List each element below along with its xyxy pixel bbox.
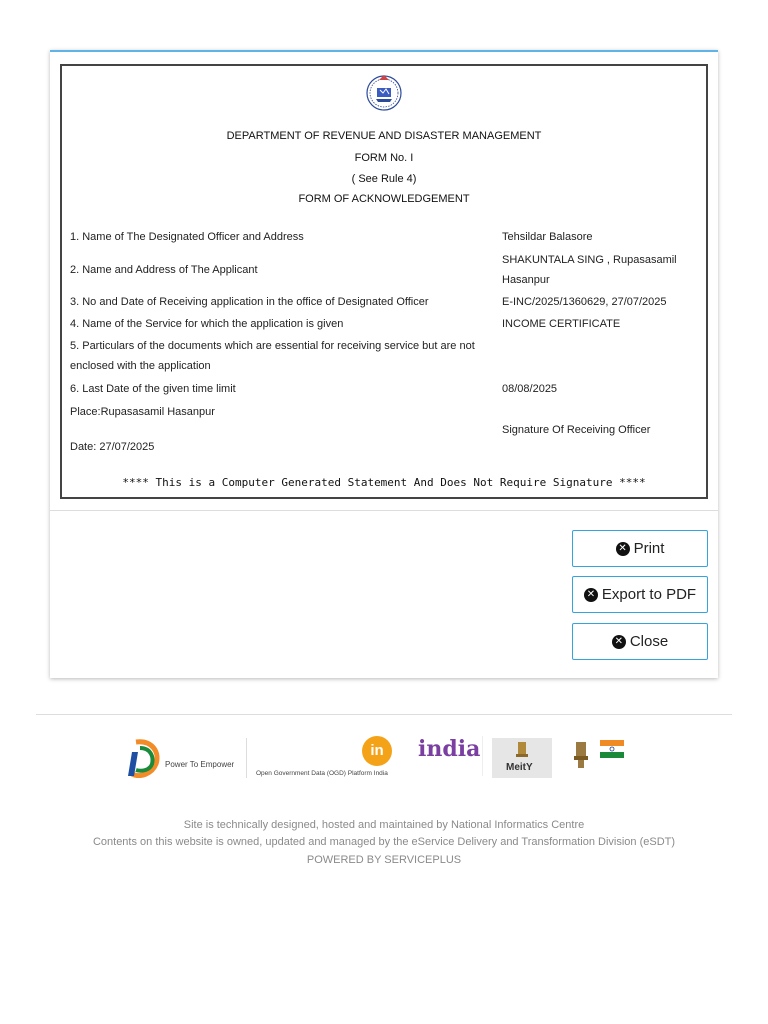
ogd-text: Open Government Data (OGD) Platform India — [256, 770, 388, 777]
see-rule: ( See Rule 4) — [351, 173, 417, 185]
ogd-logo[interactable] — [256, 736, 396, 780]
row-label-documents: 5. Particulars of the documents which are essential for receiving service but are not enclosed with the application — [70, 340, 475, 372]
footer-divider — [36, 714, 732, 715]
logo-divider — [246, 738, 247, 778]
digital-india-icon — [126, 738, 162, 778]
date-text: Date: 27/07/2025 — [70, 441, 155, 453]
export-pdf-button[interactable] — [572, 576, 708, 613]
row-value-officer: Tehsildar Balasore — [502, 231, 593, 243]
meity-text: MeitY — [506, 762, 533, 773]
logo-divider — [482, 736, 483, 776]
export-label: Export to PDF — [601, 586, 697, 603]
close-circle-icon: ✕ — [616, 542, 630, 556]
national-emblem-icon — [570, 736, 628, 780]
close-circle-icon: ✕ — [584, 588, 598, 602]
partner-logos — [0, 730, 768, 790]
footer-powered-by: POWERED BY SERVICEPLUS — [306, 854, 462, 866]
ogd-in-icon: in — [362, 736, 392, 766]
form-number: FORM No. I — [354, 152, 414, 164]
print-button[interactable] — [572, 530, 708, 567]
acknowledgement-form — [60, 64, 708, 499]
department-heading: DEPARTMENT OF REVENUE AND DISASTER MANAGEMENT — [226, 130, 542, 142]
india-logo-text: india — [418, 736, 481, 762]
digital-india-logo[interactable] — [126, 738, 241, 778]
row-label-service: 4. Name of the Service for which the application is given — [70, 318, 344, 330]
row-value-last-date: 08/08/2025 — [502, 383, 558, 395]
row-value-applicant: SHAKUNTALA SING , Rupasasamil Hasanpur — [502, 254, 677, 286]
signature-text: Signature Of Receiving Officer — [502, 424, 651, 436]
close-button[interactable] — [572, 623, 708, 660]
national-emblem-flag-logo[interactable] — [570, 736, 628, 780]
row-label-application-no: 3. No and Date of Receiving application in the office of Designated Officer — [70, 296, 429, 308]
acknowledgement-card — [50, 50, 718, 678]
close-circle-icon: ✕ — [612, 635, 626, 649]
india-gov-logo[interactable] — [404, 736, 481, 776]
row-value-service: INCOME CERTIFICATE — [502, 318, 621, 330]
form-title: FORM OF ACKNOWLEDGEMENT — [298, 193, 470, 205]
footer-line-nic: Site is technically designed, hosted and maintained by National Informatics Centre — [183, 819, 585, 831]
close-label: Close — [629, 633, 669, 650]
row-label-applicant: 2. Name and Address of The Applicant — [70, 264, 258, 276]
print-label: Print — [633, 540, 665, 557]
row-label-officer: 1. Name of The Designated Officer and Address — [70, 231, 304, 243]
place-text: Place:Rupasasamil Hasanpur — [70, 406, 215, 418]
row-label-last-date: 6. Last Date of the given time limit — [70, 383, 236, 395]
footer-line-esdt: Contents on this website is owned, updated and managed by the eService Delivery and Transformation Division (eSDT) — [92, 836, 676, 848]
meity-logo[interactable] — [492, 738, 552, 778]
divider — [50, 510, 718, 511]
computer-generated-statement: **** This is a Computer Generated Statement And Does Not Require Signature **** — [122, 476, 646, 489]
digital-india-tagline: Power To Empower — [165, 760, 235, 769]
row-value-application-no: E-INC/2025/1360629, 27/07/2025 — [502, 296, 667, 308]
odisha-emblem-icon — [363, 66, 405, 112]
